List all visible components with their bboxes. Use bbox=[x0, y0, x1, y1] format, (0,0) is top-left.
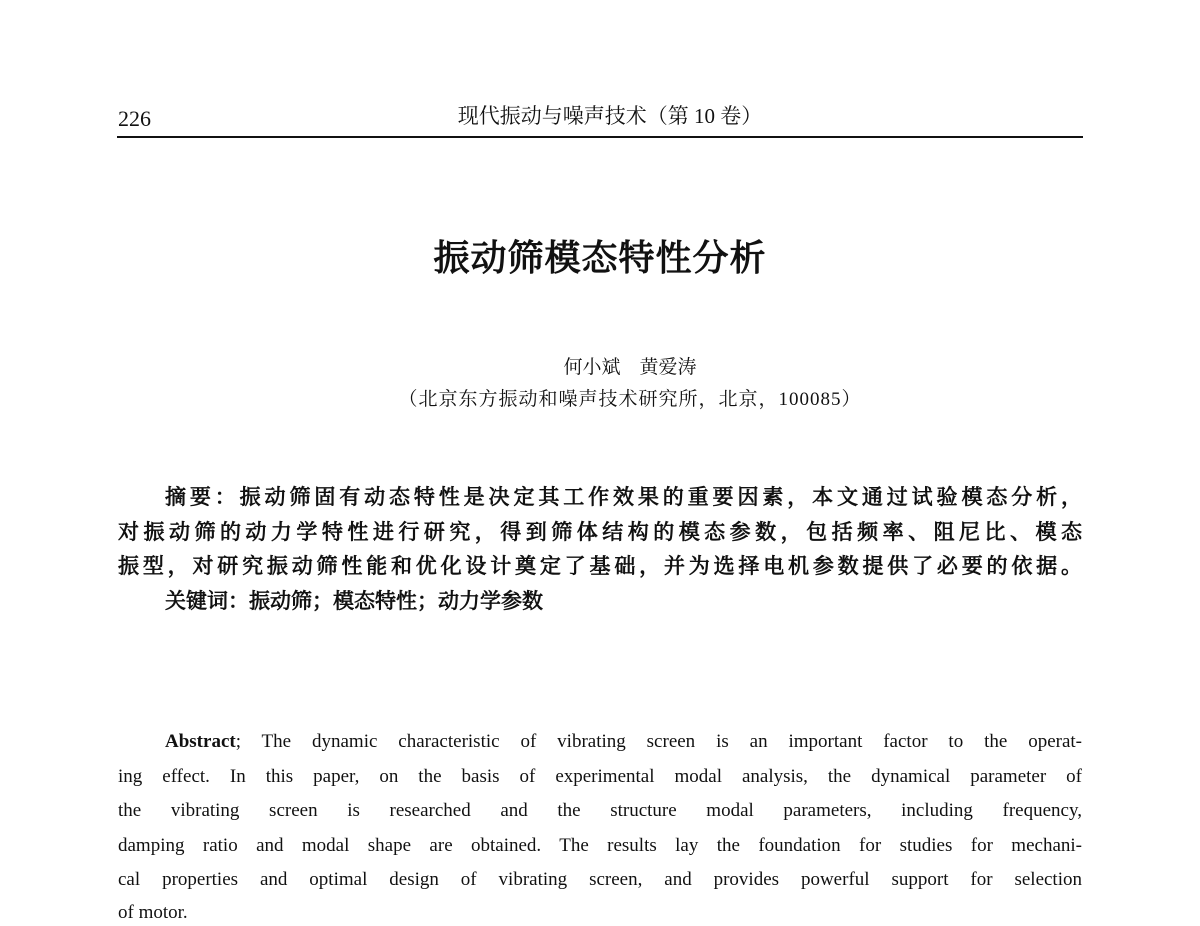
running-title: 现代振动与噪声技术（第 10 卷） bbox=[457, 104, 763, 128]
abstract-cn-line-1 bbox=[165, 482, 1082, 512]
keywords: 振动筛；模态特性；动力学参数 bbox=[249, 589, 543, 613]
abstract-cn-line-2: 对振动筛的动力学特性进行研究，得到筛体结构的模态参数，包括频率、阻尼比、模态 bbox=[118, 520, 1082, 544]
article-title: 振动筛模态特性分析 bbox=[433, 238, 767, 278]
abstract-en-label: Abstract bbox=[165, 731, 236, 752]
abstract-en-line-5: cal properties and optimal design of vibrating screen, and provides powerful support for selection bbox=[118, 869, 1082, 890]
authors: 何小斌 黄爱涛 bbox=[563, 357, 697, 378]
abstract-cn-line-3: 振型，对研究振动筛性能和优化设计奠定了基础，并为选择电机参数提供了必要的依据。 bbox=[118, 554, 1082, 578]
keywords-line bbox=[165, 586, 1082, 616]
abstract-en-line-6: of motor. bbox=[118, 902, 188, 923]
keywords-label: 关键词： bbox=[165, 589, 249, 613]
header-rule bbox=[117, 136, 1083, 138]
abstract-en-separator: ; bbox=[235, 731, 262, 752]
abstract-en-text: The dynamic characteristic of vibrating screen is an important factor to the operat- bbox=[261, 731, 1083, 752]
page-number: 226 bbox=[118, 106, 151, 131]
affiliation: （北京东方振动和噪声技术研究所，北京，100085） bbox=[398, 389, 862, 410]
abstract-en-line-1 bbox=[165, 729, 1082, 755]
abstract-en-line-3: the vibrating screen is researched and the structure modal parameters, including frequency, bbox=[118, 800, 1082, 821]
abstract-en-line-2: ing effect. In this paper, on the basis of experimental modal analysis, the dynamical parameter of bbox=[118, 766, 1082, 787]
abstract-cn-label: 摘要： bbox=[165, 485, 240, 509]
abstract-cn-text: 振动筛固有动态特性是决定其工作效果的重要因素，本文通过试验模态分析， bbox=[239, 485, 1083, 509]
abstract-en-line-4: damping ratio and modal shape are obtained. The results lay the foundation for studies for mechani- bbox=[118, 835, 1082, 856]
